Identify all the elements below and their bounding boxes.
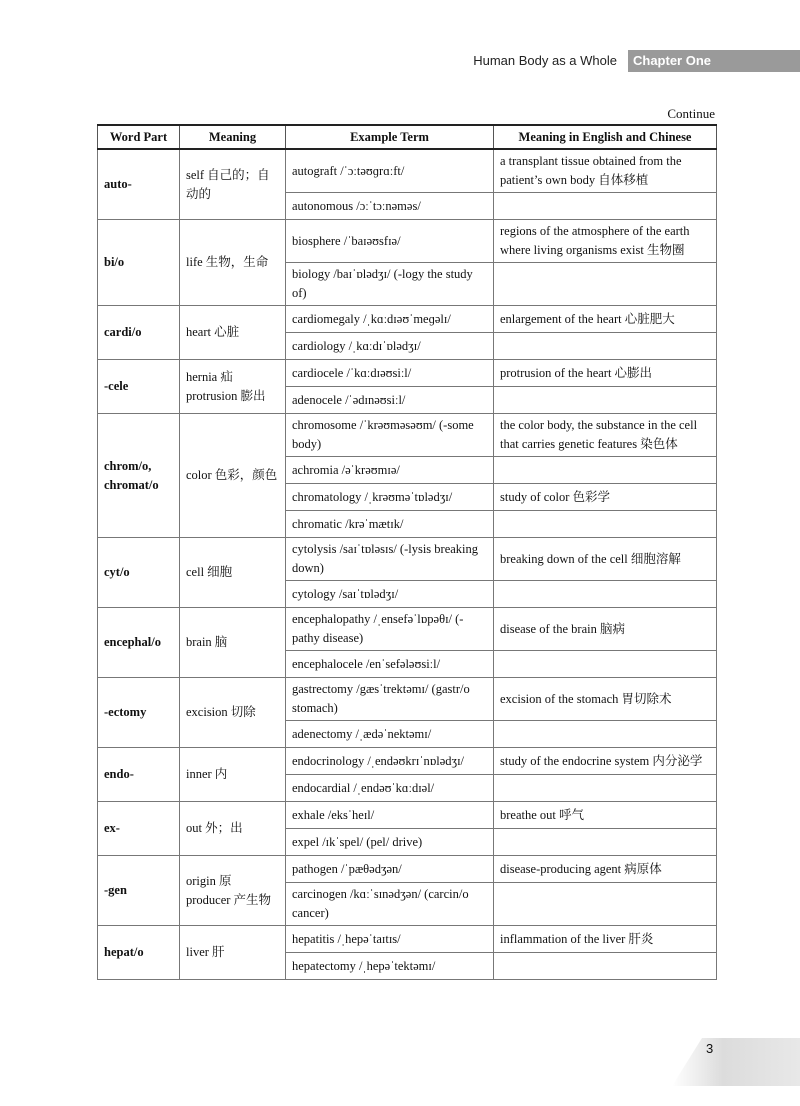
- word-part-cell: auto-: [98, 149, 180, 220]
- example-term-cell: autograft /ˈɔːtəʊɡrɑːft/: [286, 149, 494, 193]
- example-term-cell: autonomous /ɔːˈtɔːnəməs/: [286, 193, 494, 220]
- term-meaning-cell: excision of the stomach 胃切除术: [494, 678, 717, 721]
- table-row: [98, 220, 717, 263]
- table-row: [98, 414, 717, 457]
- header-example-term: Example Term: [286, 125, 494, 149]
- meaning-cell: brain 脑: [180, 608, 286, 678]
- example-term-cell: expel /ɪkˈspel/ (pel/ drive): [286, 829, 494, 856]
- word-part-cell: endo-: [98, 748, 180, 802]
- example-term-cell: cytolysis /saɪˈtɒləsɪs/ (-lysis breaking down): [286, 538, 494, 581]
- term-meaning-cell: study of color 色彩学: [494, 484, 717, 511]
- header-word-part: Word Part: [98, 125, 180, 149]
- example-term-cell: achromia /əˈkrəʊmɪə/: [286, 457, 494, 484]
- example-term-cell: biology /baɪˈɒlədʒɪ/ (-logy the study of): [286, 263, 494, 306]
- term-meaning-cell: disease of the brain 脑病: [494, 608, 717, 651]
- term-meaning-cell: disease-producing agent 病原体: [494, 856, 717, 883]
- term-meaning-cell: [494, 953, 717, 980]
- word-part-cell: -ectomy: [98, 678, 180, 748]
- meaning-cell: liver 肝: [180, 926, 286, 980]
- example-term-cell: endocrinology /ˌendəʊkrɪˈnɒlədʒɪ/: [286, 748, 494, 775]
- term-meaning-cell: breathe out 呼气: [494, 802, 717, 829]
- meaning-cell: life 生物，生命: [180, 220, 286, 306]
- continue-label: Continue: [667, 106, 715, 121]
- word-part-cell: -gen: [98, 856, 180, 926]
- table-header-row: [98, 125, 717, 149]
- example-term-cell: chromatic /krəˈmætɪk/: [286, 511, 494, 538]
- example-term-cell: cardiology /ˌkɑːdɪˈɒlədʒɪ/: [286, 333, 494, 360]
- example-term-cell: chromatology /ˌkrəʊməˈtɒlədʒɪ/: [286, 484, 494, 511]
- word-part-cell: chrom/o, chromat/o: [98, 414, 180, 538]
- table-row: [98, 306, 717, 333]
- term-meaning-cell: [494, 829, 717, 856]
- example-term-cell: hepatectomy /ˌhepəˈtektəmɪ/: [286, 953, 494, 980]
- word-part-cell: ex-: [98, 802, 180, 856]
- meaning-cell: self 自己的；自动的: [180, 149, 286, 220]
- term-meaning-cell: [494, 263, 717, 306]
- word-part-cell: cyt/o: [98, 538, 180, 608]
- term-meaning-cell: [494, 581, 717, 608]
- meaning-cell: excision 切除: [180, 678, 286, 748]
- example-term-cell: gastrectomy /gæsˈtrektəmɪ/ (gastr/o stomach): [286, 678, 494, 721]
- table-row: [98, 608, 717, 651]
- table-row: [98, 856, 717, 883]
- example-term-cell: biosphere /ˈbaɪəʊsfɪə/: [286, 220, 494, 263]
- example-term-cell: cardiocele /ˈkɑːdɪəʊsiːl/: [286, 360, 494, 387]
- running-title: Human Body as a Whole: [473, 53, 617, 68]
- word-part-cell: -cele: [98, 360, 180, 414]
- meaning-cell: hernia 疝 protrusion 膨出: [180, 360, 286, 414]
- meaning-cell: cell 细胞: [180, 538, 286, 608]
- table-body: [98, 149, 717, 980]
- page-number-tab: [672, 1038, 800, 1086]
- example-term-cell: exhale /eksˈheɪl/: [286, 802, 494, 829]
- meaning-cell: inner 内: [180, 748, 286, 802]
- example-term-cell: hepatitis /ˌhepəˈtaɪtɪs/: [286, 926, 494, 953]
- term-meaning-cell: [494, 387, 717, 414]
- term-meaning-cell: protrusion of the heart 心膨出: [494, 360, 717, 387]
- term-meaning-cell: [494, 721, 717, 748]
- word-part-table: [97, 124, 717, 980]
- example-term-cell: encephalopathy /ˌensefəˈlɒpəθɪ/ (-pathy disease): [286, 608, 494, 651]
- meaning-cell: out 外；出: [180, 802, 286, 856]
- term-meaning-cell: [494, 511, 717, 538]
- term-meaning-cell: [494, 775, 717, 802]
- term-meaning-cell: [494, 193, 717, 220]
- table-row: [98, 538, 717, 581]
- term-meaning-cell: [494, 457, 717, 484]
- table-row: [98, 926, 717, 953]
- example-term-cell: encephalocele /enˈsefələʊsiːl/: [286, 651, 494, 678]
- example-term-cell: pathogen /ˈpæθədʒən/: [286, 856, 494, 883]
- term-meaning-cell: a transplant tissue obtained from the patient’s own body 自体移植: [494, 149, 717, 193]
- term-meaning-cell: inflammation of the liver 肝炎: [494, 926, 717, 953]
- meaning-cell: heart 心脏: [180, 306, 286, 360]
- term-meaning-cell: [494, 651, 717, 678]
- term-meaning-cell: [494, 883, 717, 926]
- table-row: [98, 678, 717, 721]
- term-meaning-cell: regions of the atmosphere of the earth where living organisms exist 生物圈: [494, 220, 717, 263]
- table-row: [98, 748, 717, 775]
- chapter-badge: Chapter One: [628, 50, 800, 72]
- table-row: [98, 802, 717, 829]
- header-meaning-en-zh: Meaning in English and Chinese: [494, 125, 717, 149]
- meaning-cell: color 色彩，颜色: [180, 414, 286, 538]
- word-part-cell: hepat/o: [98, 926, 180, 980]
- example-term-cell: endocardial /ˌendəʊˈkɑːdɪəl/: [286, 775, 494, 802]
- example-term-cell: adenectomy /ˌædəˈnektəmɪ/: [286, 721, 494, 748]
- example-term-cell: adenocele /ˈədɪnəʊsiːl/: [286, 387, 494, 414]
- table-row: [98, 360, 717, 387]
- term-meaning-cell: breaking down of the cell 细胞溶解: [494, 538, 717, 581]
- example-term-cell: cytology /saɪˈtɒlədʒɪ/: [286, 581, 494, 608]
- word-part-cell: cardi/o: [98, 306, 180, 360]
- page-number: 3: [706, 1041, 714, 1056]
- term-meaning-cell: the color body, the substance in the cell that carries genetic features 染色体: [494, 414, 717, 457]
- meaning-cell: origin 原 producer 产生物: [180, 856, 286, 926]
- example-term-cell: chromosome /ˈkrəʊməsəʊm/ (-some body): [286, 414, 494, 457]
- example-term-cell: carcinogen /kɑːˈsɪnədʒən/ (carcin/o cancer): [286, 883, 494, 926]
- word-part-cell: bi/o: [98, 220, 180, 306]
- table-row: [98, 149, 717, 193]
- word-part-cell: encephal/o: [98, 608, 180, 678]
- term-meaning-cell: enlargement of the heart 心脏肥大: [494, 306, 717, 333]
- example-term-cell: cardiomegaly /ˌkɑːdɪəʊˈmeɡəlɪ/: [286, 306, 494, 333]
- header-meaning: Meaning: [180, 125, 286, 149]
- term-meaning-cell: [494, 333, 717, 360]
- term-meaning-cell: study of the endocrine system 内分泌学: [494, 748, 717, 775]
